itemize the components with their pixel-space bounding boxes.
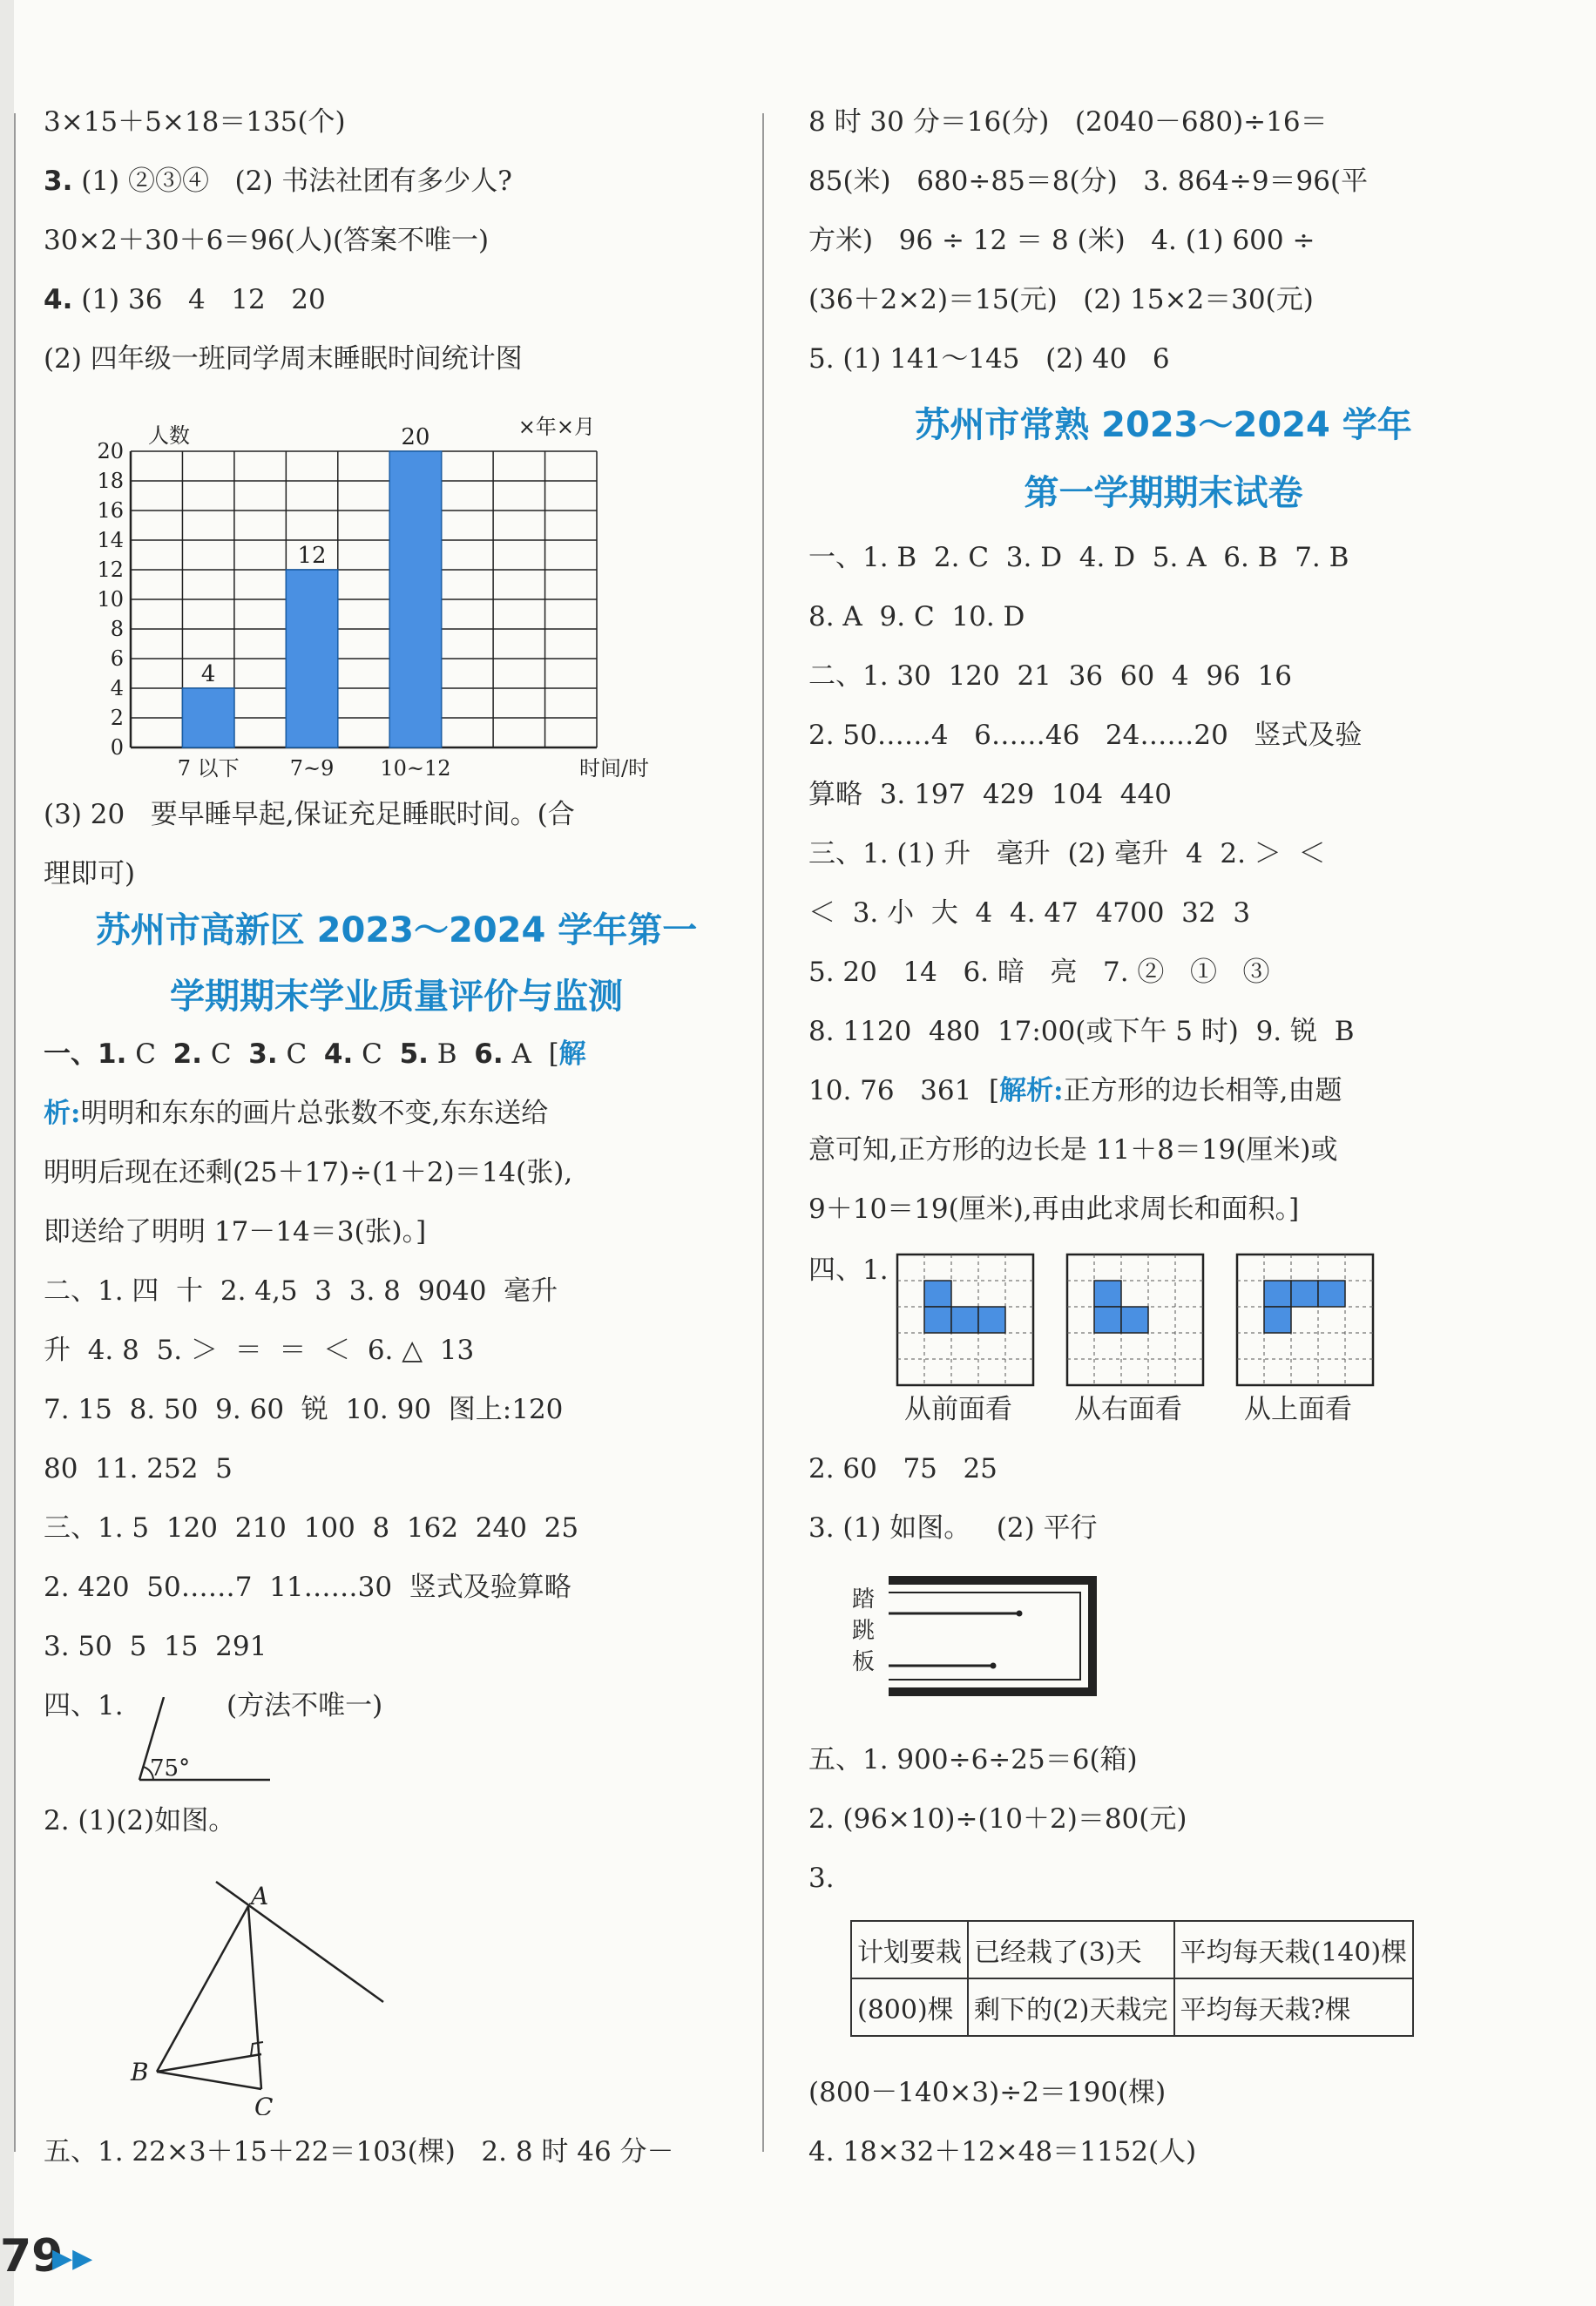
- front-view-grid: [897, 1254, 1033, 1385]
- x-tick-label: 7~9: [289, 756, 335, 781]
- vertex-b-label: B: [131, 2058, 149, 2086]
- y-tick-label: 20: [97, 439, 124, 463]
- answer-line: 意可知,正方形的边长是 11＋8＝19(厘米)或: [808, 1134, 1338, 1166]
- chart-date-note: ×年×月: [517, 415, 595, 439]
- answer-line: 即送给了明明 17－14＝3(张)。]: [44, 1216, 427, 1248]
- x-axis-label: 时间/时: [578, 756, 650, 781]
- board-label: 踏 跳 板: [852, 1586, 876, 1675]
- angle-label: 75°: [150, 1755, 191, 1782]
- table-cell: 平均每天栽(140)棵: [1174, 1921, 1414, 1978]
- table-cell: 剩下的(2)天栽完: [968, 1978, 1174, 2036]
- three-views-figure: [896, 1253, 1418, 1392]
- y-tick-label: 18: [97, 469, 124, 493]
- vertex-a-label: A: [251, 1882, 269, 1910]
- y-tick-label: 16: [97, 498, 124, 523]
- answer-line: 五、1. 900÷6÷25＝6(箱): [808, 1744, 1138, 1775]
- table-cell: 平均每天栽?棵: [1174, 1978, 1414, 2036]
- answer-line: 2. 420 50……7 11……30 竖式及验算略: [44, 1572, 571, 1603]
- table-cell: (800)棵: [851, 1978, 968, 2036]
- answer-line: 理即可): [44, 858, 136, 889]
- y-tick-label: 0: [110, 735, 124, 760]
- table-cell: 已经栽了(3)天: [968, 1921, 1174, 1978]
- answer-line: 30×2＋30＋6＝96(人)(答案不唯一): [44, 225, 490, 256]
- answer-line: 一、1. B 2. C 3. D 4. D 5. A 6. B 7. B: [808, 542, 1349, 573]
- answer-line: 四、1.: [44, 1690, 124, 1721]
- chart-caption: (2) 四年级一班同学周末睡眠时间统计图: [44, 343, 523, 375]
- answer-line: 80 11. 252 5: [44, 1453, 233, 1484]
- answer-line: 85(米) 680÷85＝8(分) 3. 864÷9＝96(平: [808, 166, 1369, 197]
- table-row: [851, 1921, 1413, 1978]
- answer-line: 2. (96×10)÷(10＋2)＝80(元): [808, 1803, 1187, 1835]
- answer-line: 方米) 96 ÷ 12 ＝ 8 (米) 4. (1) 600 ÷: [808, 225, 1315, 256]
- right-view-label: 从右面看: [1074, 1394, 1182, 1425]
- answer-line: 3. 50 5 15 291: [44, 1631, 267, 1662]
- answer-line: 8. 1120 480 17:00(或下午 5 时) 9. 锐 B: [808, 1016, 1355, 1047]
- answer-line: 2. 50……4 6……46 24……20 竖式及验: [808, 720, 1363, 751]
- bar: [389, 451, 441, 747]
- answer-line: 明明后现在还剩(25＋17)÷(1＋2)＝14(张),: [44, 1157, 573, 1188]
- bar-value-label: 4: [200, 661, 216, 687]
- answer-line: 升 4. 8 5. ＞ ＝ ＝ ＜ 6. △ 13: [44, 1335, 475, 1366]
- answer-line: 三、1. (1) 升 毫升 (2) 毫升 4 2. ＞ ＜: [808, 838, 1326, 869]
- answer-line: 7. 15 8. 50 9. 60 锐 10. 90 图上:120: [44, 1394, 564, 1425]
- x-tick-label: 7 以下: [177, 756, 240, 781]
- bar: [286, 570, 337, 747]
- answer-line: 三、1. 5 120 210 100 8 162 240 25: [44, 1512, 579, 1544]
- table-cell: 计划要栽: [851, 1921, 968, 1978]
- page-edge: [0, 0, 14, 2306]
- answer-line: 5. 20 14 6. 暗 亮 7. ② ① ③: [808, 957, 1270, 988]
- y-tick-label: 12: [97, 558, 124, 582]
- answer-line: 2. 60 75 25: [808, 1453, 998, 1484]
- answer-line: (3) 20 要早睡早起,保证充足睡眠时间。(合: [44, 799, 575, 830]
- answer-line: ＜ 3. 小 大 4 4. 47 4700 32 3: [808, 897, 1251, 929]
- method-note: (方法不唯一): [227, 1690, 383, 1721]
- section-title: 苏州市常熟 2023～2024 学年: [915, 405, 1412, 445]
- answer-line: 9＋10＝19(厘米),再由此求周长和面积。]: [808, 1194, 1300, 1225]
- answer-line: 二、1. 30 120 21 36 60 4 96 16: [808, 660, 1292, 692]
- triangle-figure: [87, 1871, 401, 2115]
- section-title: 学期期末学业质量评价与监测: [170, 977, 623, 1017]
- vertex-c-label: C: [254, 2093, 274, 2115]
- planting-table: [850, 1920, 1414, 2037]
- bar: [182, 688, 233, 747]
- column-divider: [762, 113, 764, 2152]
- answer-line: (800－140×3)÷2＝190(棵): [808, 2077, 1167, 2108]
- answer-line: 4. 18×32＋12×48＝1152(人): [808, 2136, 1197, 2167]
- bar-value-label: 12: [297, 543, 327, 569]
- top-view-grid: [1237, 1254, 1373, 1385]
- y-tick-label: 10: [97, 587, 124, 612]
- y-tick-label: 14: [97, 528, 124, 552]
- answer-line: 3×15＋5×18＝135(个): [44, 106, 346, 138]
- page-arrows-icon: ▶▶: [52, 2243, 93, 2274]
- answer-line: 8. A 9. C 10. D: [808, 601, 1025, 632]
- parallel-figure: [889, 1575, 1098, 1697]
- bar-value-label: 20: [401, 424, 430, 450]
- section-title: 第一学期期末试卷: [1024, 473, 1303, 513]
- y-tick-label: 2: [110, 706, 124, 730]
- table-row: [851, 1978, 1413, 2036]
- answer-line: 5. (1) 141～145 (2) 40 6: [808, 343, 1170, 375]
- answer-line: 3. (1) 如图。 (2) 平行: [808, 1512, 1098, 1544]
- y-axis-label: 人数: [148, 423, 190, 448]
- answer-line: (36＋2×2)＝15(元) (2) 15×2＝30(元): [808, 284, 1314, 315]
- y-tick-label: 6: [110, 646, 124, 671]
- left-margin-rule: [14, 113, 16, 2152]
- answer-line: 算略 3. 197 429 104 440: [808, 779, 1172, 810]
- y-tick-label: 8: [110, 617, 124, 641]
- section-title: 苏州市高新区 2023～2024 学年第一: [95, 910, 698, 950]
- y-tick-label: 4: [110, 676, 124, 700]
- answer-line: 3.: [808, 1863, 835, 1894]
- answer-line: 五、1. 22×3＋15＋22＝103(棵) 2. 8 时 46 分－: [44, 2136, 674, 2167]
- answer-line: 一、1. C 2. C 3. C 4. C 5. B 6. A [解: [44, 1038, 586, 1070]
- right-view-grid: [1067, 1254, 1203, 1385]
- bar-chart: [44, 399, 653, 782]
- answer-line: 2. (1)(2)如图。: [44, 1805, 236, 1836]
- answer-line: 3. (1) ②③④ (2) 书法社团有多少人?: [44, 166, 512, 197]
- answer-line: 4. (1) 36 4 12 20: [44, 284, 326, 315]
- answer-line: 10. 76 361 [解析:正方形的边长相等,由题: [808, 1075, 1342, 1106]
- answer-line: 二、1. 四 十 2. 4,5 3 3. 8 9040 毫升: [44, 1275, 558, 1307]
- answer-line: 四、1.: [808, 1254, 889, 1286]
- front-view-label: 从前面看: [904, 1394, 1012, 1425]
- page-number: 79: [0, 2230, 64, 2282]
- angle-figure: [131, 1697, 270, 1793]
- answer-line: 析:明明和东东的画片总张数不变,东东送给: [44, 1098, 549, 1129]
- answer-line: 8 时 30 分＝16(分) (2040－680)÷16＝: [808, 106, 1328, 138]
- top-view-label: 从上面看: [1244, 1394, 1352, 1425]
- x-tick-label: 10~12: [380, 756, 451, 781]
